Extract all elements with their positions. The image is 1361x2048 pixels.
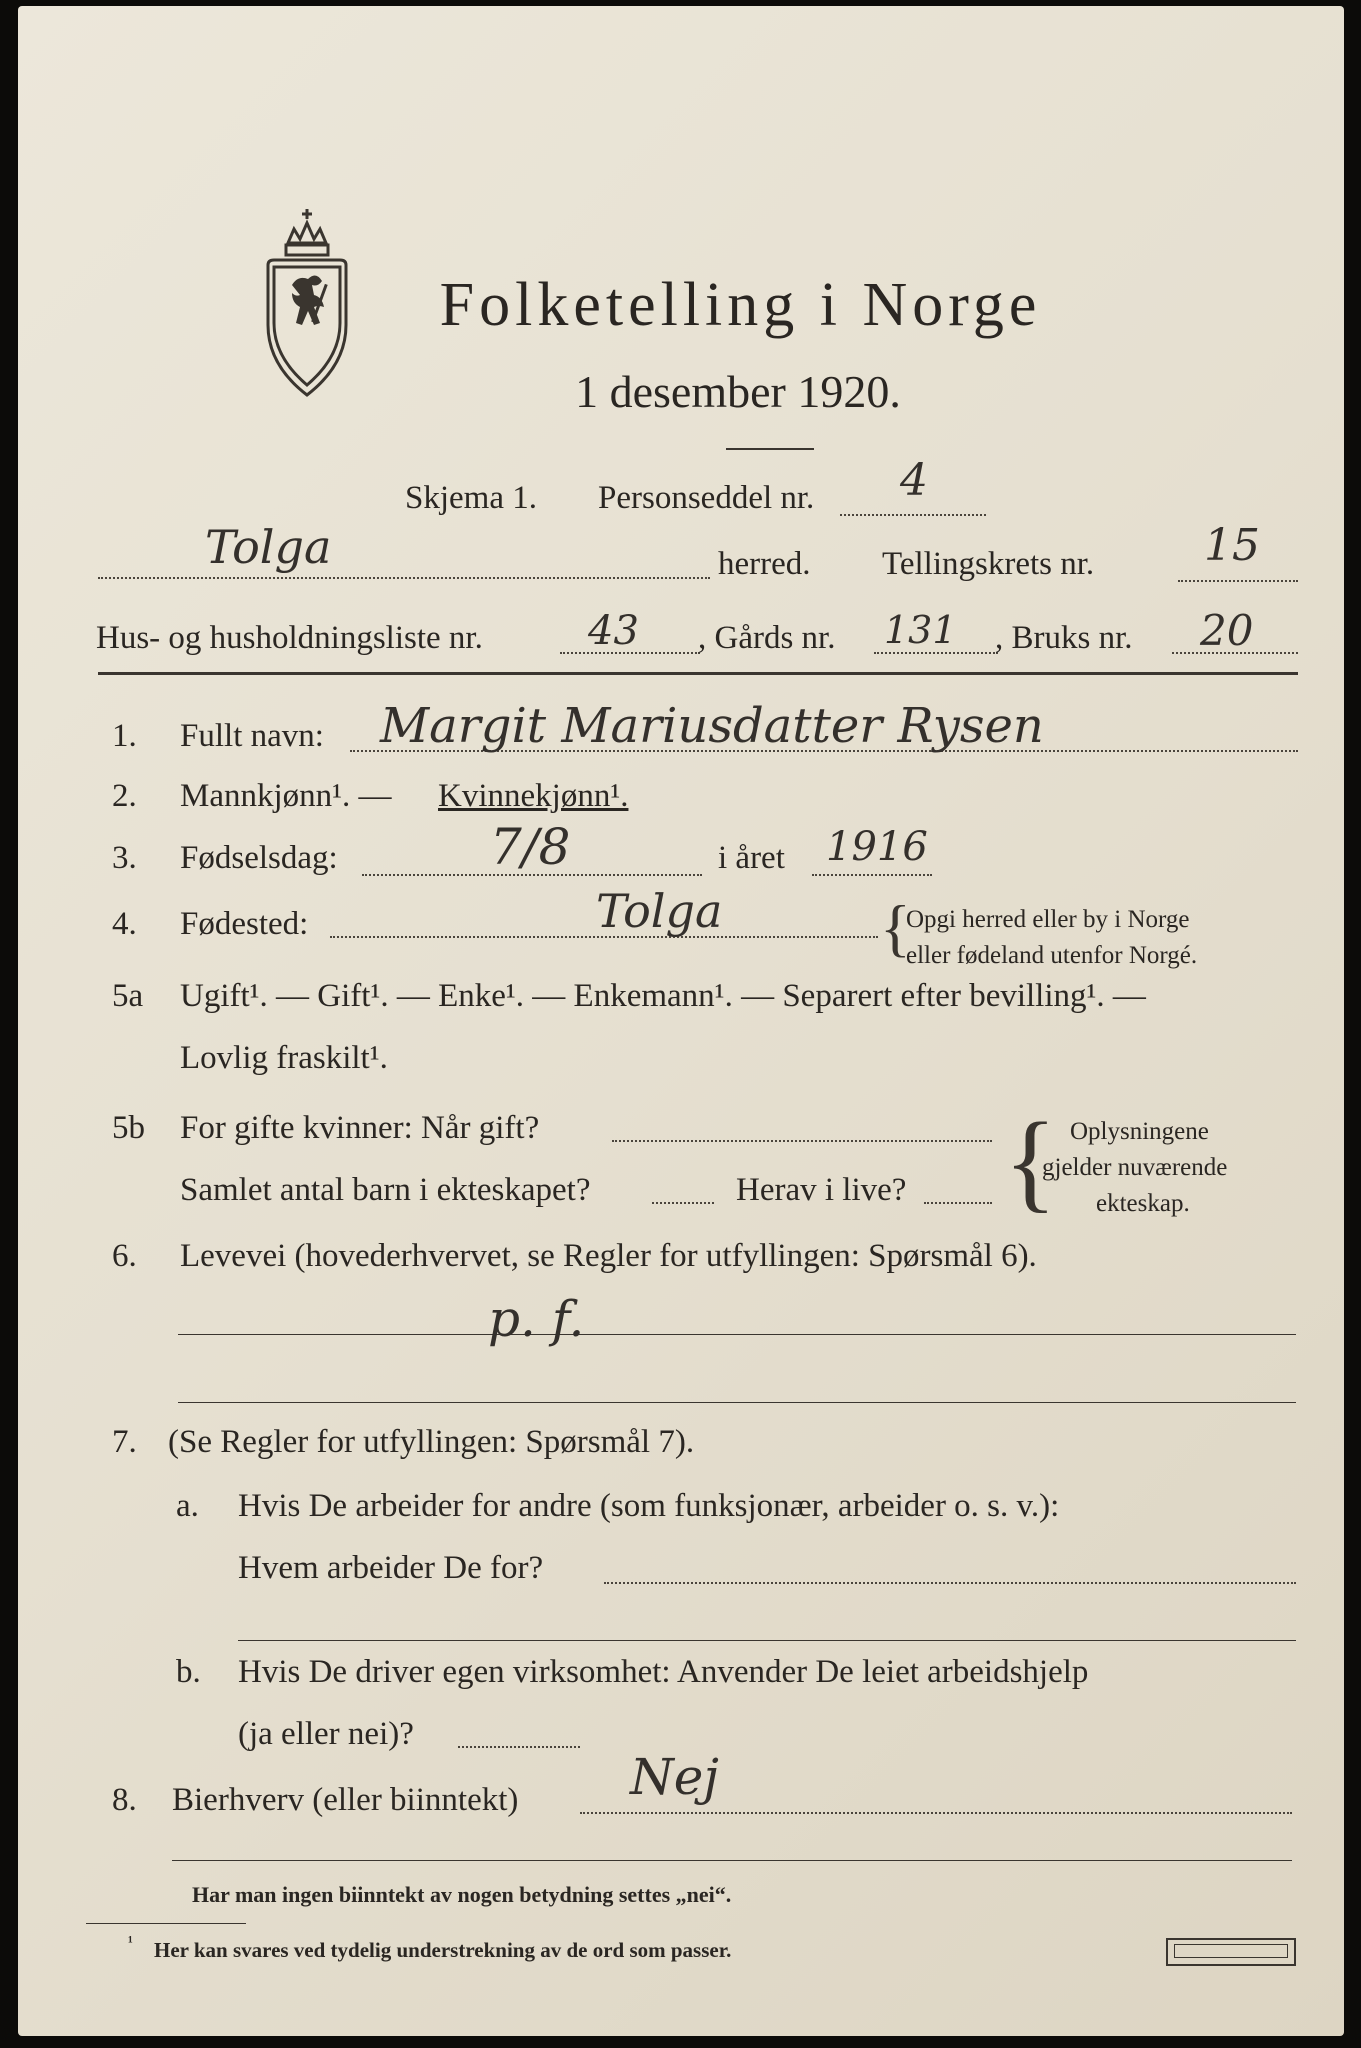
- occupation-field-line-2: [178, 1402, 1296, 1403]
- husliste-field[interactable]: 43: [588, 608, 639, 654]
- herred-field[interactable]: Tolga: [205, 520, 332, 574]
- birthyear-field-line: [812, 874, 932, 876]
- q7b-line1: Hvis De driver egen virksomhet: Anvender De leiet arbeidshjelp: [238, 1654, 1089, 1690]
- birthdate-field[interactable]: 7/8: [490, 818, 571, 876]
- q1-label: Fullt navn:: [180, 718, 324, 754]
- occupation-field[interactable]: p. f.: [488, 1290, 585, 1348]
- q7a-line1: Hvis De arbeider for andre (som funksjonær, arbeider o. s. v.):: [238, 1488, 1060, 1524]
- side-income-note: Har man ingen biinntekt av nogen betydning settes „nei“.: [192, 1882, 732, 1907]
- herred-label: herred.: [718, 546, 811, 582]
- skjema-label: Skjema 1.: [405, 480, 537, 516]
- header-divider: [98, 672, 1298, 675]
- q7-label: (Se Regler for utfyllingen: Spørsmål 7).: [168, 1424, 695, 1460]
- title-rule: [726, 448, 814, 450]
- footnote-rule: [86, 1923, 246, 1924]
- footer-rule: [172, 1860, 1292, 1861]
- q5b-note-brace: {: [1004, 1100, 1057, 1222]
- full-name-field[interactable]: Margit Mariusdatter Rysen: [380, 698, 1044, 754]
- q4-label: Fødested:: [180, 906, 309, 942]
- form-date: 1 desember 1920.: [575, 366, 901, 417]
- q5a-number: 5a: [112, 978, 144, 1014]
- q5a-options[interactable]: Ugift¹. — Gift¹. — Enke¹. — Enkemann¹. — Separert efter bevilling¹. —: [180, 978, 1146, 1014]
- q3-number: 3.: [112, 840, 137, 876]
- q2-female-option[interactable]: Kvinnekjønn¹.: [438, 778, 629, 814]
- married-when-field-line: [612, 1140, 992, 1142]
- tellingskrets-label: Tellingskrets nr.: [882, 546, 1095, 582]
- tellingskrets-field[interactable]: 15: [1204, 520, 1260, 571]
- q5b-note-line2: gjelder nuværende: [1042, 1154, 1228, 1181]
- gards-label: , Gårds nr.: [698, 620, 836, 656]
- q6-number: 6.: [112, 1238, 137, 1274]
- q3-year-label: i året: [718, 840, 785, 876]
- tellingskrets-field-line: [1178, 580, 1298, 582]
- children-alive-field-line: [924, 1202, 992, 1204]
- form-title: Folketelling i Norge: [439, 271, 1042, 339]
- q5b-line2a: Samlet antal barn i ekteskapet?: [180, 1172, 591, 1208]
- personseddel-field[interactable]: 4: [900, 455, 928, 506]
- q7-number: 7.: [112, 1424, 137, 1460]
- husliste-label: Hus- og husholdningsliste nr.: [96, 620, 483, 656]
- birthplace-field[interactable]: Tolga: [596, 884, 723, 938]
- q7b-letter: b.: [176, 1654, 201, 1690]
- q5b-number: 5b: [112, 1110, 145, 1146]
- q6-label: Levevei (hovederhvervet, se Regler for utfyllingen: Spørsmål 6).: [180, 1238, 1037, 1274]
- side-income-field-line: [580, 1812, 1292, 1814]
- q5b-line2b: Herav i live?: [736, 1172, 907, 1208]
- printer-stamp: [1166, 1938, 1296, 1966]
- footnote-mark: ¹: [128, 1934, 133, 1951]
- q2-male-option[interactable]: Mannkjønn¹. —: [180, 778, 392, 814]
- children-total-field-line: [652, 1202, 714, 1204]
- q5b-note-line1: Oplysningene: [1070, 1118, 1209, 1145]
- q3-label: Fødselsdag:: [180, 840, 338, 876]
- q4-note-line2: eller fødeland utenfor Norgé.: [906, 942, 1198, 969]
- q5b-note-line3: ekteskap.: [1096, 1190, 1190, 1217]
- q7a-letter: a.: [176, 1488, 199, 1524]
- q2-number: 2.: [112, 778, 137, 814]
- bruks-field[interactable]: 20: [1200, 606, 1254, 655]
- employer-field-line: [604, 1582, 1296, 1584]
- q8-number: 8.: [112, 1782, 137, 1818]
- q7b-line2: (ja eller nei)?: [238, 1716, 414, 1752]
- q8-label: Bierhverv (eller biinntekt): [172, 1782, 519, 1818]
- footnote-text: Her kan svares ved tydelig understrekning av de ord som passer.: [154, 1938, 732, 1962]
- q7a-line2: Hvem arbeider De for?: [238, 1550, 544, 1586]
- personseddel-label: Personseddel nr.: [598, 480, 815, 516]
- personseddel-field-line: [840, 514, 986, 516]
- gards-field-line: [874, 652, 998, 654]
- employer-field-line-2: [238, 1640, 1296, 1641]
- bruks-label: , Bruks nr.: [995, 620, 1133, 656]
- gards-field[interactable]: 131: [884, 608, 957, 652]
- hired-help-field-line: [458, 1746, 580, 1748]
- q5b-line1: For gifte kvinner: Når gift?: [180, 1110, 540, 1146]
- q4-note-line1: Opgi herred eller by i Norge: [906, 906, 1190, 933]
- birthyear-field[interactable]: 1916: [826, 824, 928, 870]
- q1-number: 1.: [112, 718, 137, 754]
- occupation-field-line: [178, 1334, 1296, 1335]
- side-income-field[interactable]: Nej: [630, 1748, 719, 1806]
- q4-number: 4.: [112, 906, 137, 942]
- q4-note-brace: {: [880, 892, 911, 963]
- q5a-options-cont[interactable]: Lovlig fraskilt¹.: [180, 1040, 388, 1076]
- herred-field-line: [98, 577, 710, 579]
